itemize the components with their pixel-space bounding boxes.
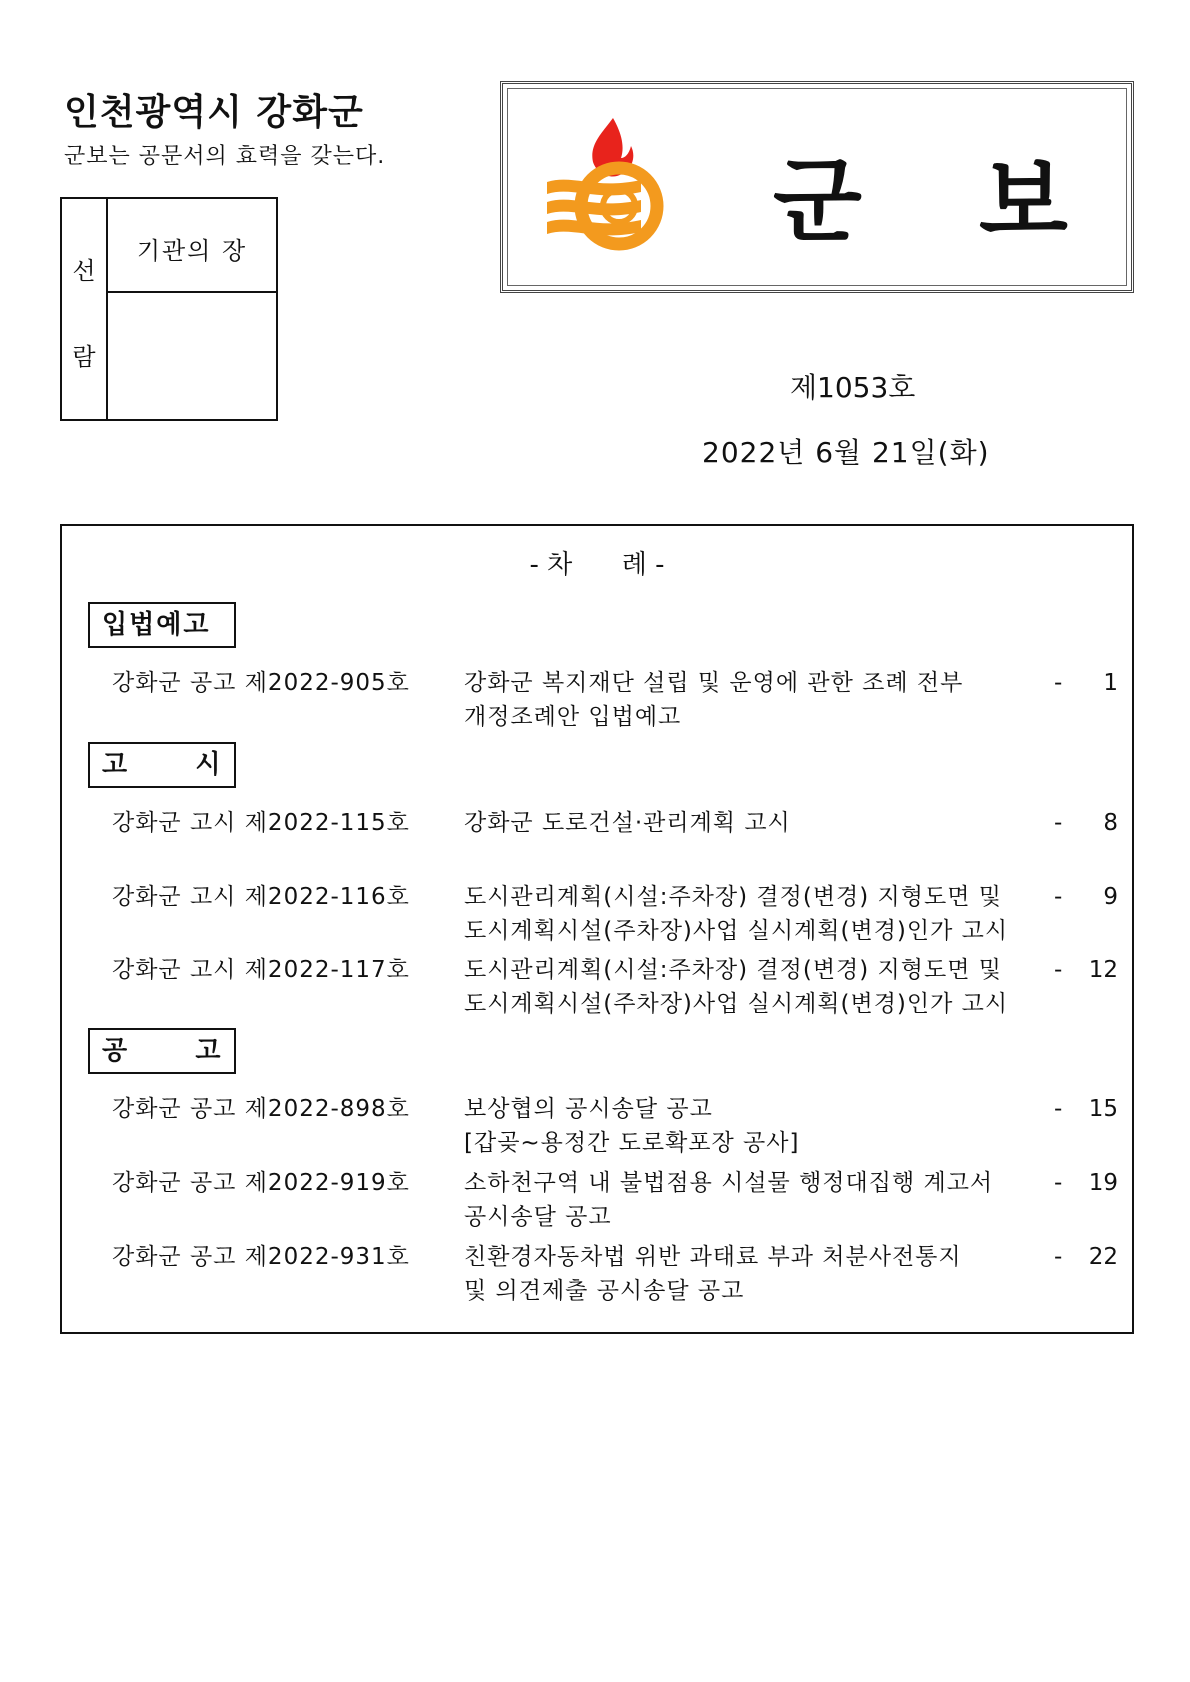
entry-description: [464, 880, 1054, 948]
entry-page-number: 15: [1088, 1096, 1118, 1122]
entry-description: [464, 1166, 1054, 1234]
toc-title: - 차 례 -: [529, 550, 665, 580]
entry-page-number: 9: [1103, 884, 1118, 910]
approval-table: [60, 197, 278, 421]
entry-dash: -: [1054, 884, 1063, 910]
entry-reference: 강화군 공고 제2022-931호: [112, 1244, 410, 1270]
entry-description: [464, 953, 1054, 1021]
entry-description: [464, 666, 1054, 734]
entry-line: 및 의견제출 공시송달 공고: [464, 1278, 745, 1304]
entry-page-number: 22: [1088, 1244, 1118, 1270]
table-of-contents: [60, 524, 1134, 1334]
entry-dash: -: [1054, 1096, 1063, 1122]
entry-description: [464, 1240, 1054, 1308]
entry-reference: 강화군 고시 제2022-115호: [112, 810, 410, 836]
entry-page-number: 8: [1103, 810, 1118, 836]
approval-side-char-1: 선: [72, 257, 96, 285]
title-char-2: 보: [979, 148, 1070, 255]
entry-dash: -: [1054, 810, 1063, 836]
organization-name: 인천광역시 강화군: [64, 92, 364, 133]
entry-line: 도시관리계획(시설:주차장) 결정(변경) 지형도면 및: [464, 884, 1002, 910]
entry-reference: 강화군 공고 제2022-905호: [112, 670, 410, 696]
entry-page-number: 1: [1103, 670, 1118, 696]
entry-page-number: 19: [1088, 1170, 1118, 1196]
gangwha-county-emblem-icon: [545, 116, 683, 256]
entry-reference: 강화군 공고 제2022-898호: [112, 1096, 410, 1122]
entry-line: 보상협의 공시송달 공고: [464, 1096, 713, 1122]
issue-date: 2022년 6월 21일(화): [702, 436, 990, 469]
entry-line: 도시계획시설(주차장)사업 실시계획(변경)인가 고시: [464, 918, 1009, 944]
organization-subtitle: 군보는 공문서의 효력을 갖는다.: [64, 144, 386, 169]
entry-line: [갑곶~용정간 도로확포장 공사]: [464, 1130, 800, 1156]
title-box: [500, 81, 1134, 293]
entry-reference: 강화군 공고 제2022-919호: [112, 1170, 410, 1196]
entry-line: 도시계획시설(주차장)사업 실시계획(변경)인가 고시: [464, 991, 1009, 1017]
entry-line: 소하천구역 내 불법점용 시설물 행정대집행 계고서: [464, 1170, 994, 1196]
bulletin-title: [773, 128, 1070, 260]
entry-dash: -: [1054, 670, 1063, 696]
approval-head-label: 기관의 장: [108, 199, 276, 293]
entry-dash: -: [1054, 1170, 1063, 1196]
entry-line: 개정조례안 입법예고: [464, 704, 682, 730]
entry-line: 강화군 복지재단 설립 및 운영에 관한 조례 전부: [464, 670, 964, 696]
issue-number: 제1053호: [790, 371, 916, 404]
entry-line: 도시관리계획(시설:주차장) 결정(변경) 지형도면 및: [464, 957, 1002, 983]
title-char-1: 군: [773, 148, 864, 255]
approval-side-char-2: 람: [72, 343, 96, 371]
entry-page-number: 12: [1088, 957, 1118, 983]
entry-reference: 강화군 고시 제2022-117호: [112, 957, 410, 983]
entry-description: [464, 1092, 1054, 1160]
entry-line: 공시송달 공고: [464, 1204, 612, 1230]
section-label-announcement: 공 고: [88, 1028, 236, 1074]
entry-reference: 강화군 고시 제2022-116호: [112, 884, 410, 910]
entry-line: 친환경자동차법 위반 과태료 부과 처분사전통지: [464, 1244, 962, 1270]
section-label-public-notice: 고 시: [88, 742, 236, 788]
entry-dash: -: [1054, 1244, 1063, 1270]
entry-line: 강화군 도로건설·관리계획 고시: [464, 810, 791, 836]
approval-side-label: [62, 199, 108, 419]
entry-dash: -: [1054, 957, 1063, 983]
section-label-legislative-notice: 입법예고: [88, 602, 236, 648]
entry-description: [464, 806, 1054, 840]
